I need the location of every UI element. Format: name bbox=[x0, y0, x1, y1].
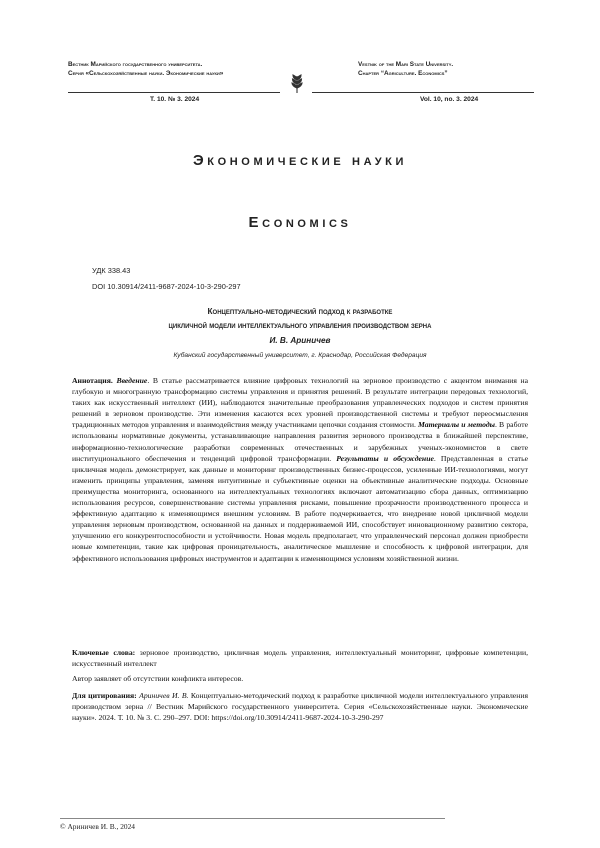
abstract-label: Аннотация. bbox=[72, 376, 113, 385]
header-rule-right bbox=[312, 92, 534, 93]
conflict-statement: Автор заявляет об отсутствии конфликта интересов. bbox=[72, 673, 528, 684]
abstract-methods-label: Материалы и методы bbox=[418, 420, 495, 429]
article-title bbox=[70, 305, 530, 333]
citation bbox=[72, 690, 528, 723]
abstract-results-label: Результаты и обсуждение bbox=[336, 454, 434, 463]
issue-number-en: Vol. 10, no. 3. 2024 bbox=[420, 96, 478, 103]
abstract-results-text: . Представленная в статье цикличная модель демонстрирует, как данные и мониторинг производственных бизнес-процессов, усиленные ИИ-технологиями, могут изменить принципы управления, заменяя интуитивные и субъективные оценки на объективные аналитические подходы. Основные преимущества мониторинга, основанного на интеллектуальных технологиях включают автоматизацию сбора данных, оптимизацию использования ресурсов, совершенствование системы управления рисками, повышение прозрачности производственного процесса и эффективную адаптацию к изменяющимся внешним условиям. В работе подчеркивается, что внедрение новой цикличной модели управления зерновым производством, основанной на данных и поддерживаемой ИИ, способствует инновационному развитию сектора, улучшению его конкурентоспособности и устойчивости. Новая модель предполагает, что управленческий персонал должен приобрести новые компетенции, такие как цифровая проницательность, аналитическое мышление и способность к цифровой интеграции, для эффективного использования цифровых инструментов и адаптации к изменяющимся условиям хозяйственной жизни. bbox=[72, 454, 528, 563]
citation-text: Концептуально-методический подход к разработке цикличной модели интеллектуального управления производством зерна // Вестник Марийского государственного университета. Серия «Сельскохозяйственные науки. Экономические науки». 2024. Т. 10. № 3. С. 290–297. DOI: https://doi.org/10.30914/2411-9687-2024-10-3-290-297 bbox=[72, 691, 528, 722]
author-affiliation: Кубанский государственный университет, г. Краснодар, Российская Федерация bbox=[0, 352, 600, 359]
abstract-methods-text: . В работе использованы нормативные документы, устанавливающие направления развития зернового производства в ближайшей перспективе, информационно-технологические разработки современных отечественных и зарубежных ученых-экономистов в свете институционального обеспечения и тенденций цифровой трансформации. bbox=[72, 420, 528, 462]
journal-name-en: Vestnik of the Mari State University. bbox=[358, 60, 548, 69]
header-rule-left bbox=[68, 92, 280, 93]
journal-header-en bbox=[358, 60, 548, 78]
keywords-text: зерновое производство, цикличная модель управления, интеллектуальный мониторинг, цифровые компетенции, искусственный интеллект bbox=[72, 648, 528, 668]
doi: DOI 10.30914/2411-9687-2024-10-3-290-297 bbox=[92, 282, 241, 291]
citation-author: Ариничев И. В. bbox=[137, 691, 189, 700]
section-title-ru: Экономические науки bbox=[0, 152, 600, 169]
footnote-rule bbox=[60, 818, 445, 819]
udk-code: УДК 338.43 bbox=[92, 266, 130, 275]
citation-label: Для цитирования: bbox=[72, 691, 137, 700]
section-title-en: Economics bbox=[0, 214, 600, 231]
wheat-logo-icon bbox=[286, 72, 308, 94]
journal-name-ru: Вестник Марийского государственного университета. bbox=[68, 60, 283, 69]
keywords-label: Ключевые слова: bbox=[72, 648, 135, 657]
keywords bbox=[72, 647, 528, 669]
copyright: © Ариничев И. В., 2024 bbox=[60, 822, 135, 831]
journal-header-ru bbox=[68, 60, 283, 78]
article-title-line-1: Концептуально-методический подход к разработке bbox=[70, 305, 530, 319]
abstract bbox=[72, 375, 528, 564]
issue-number-ru: Т. 10. № 3. 2024 bbox=[150, 96, 199, 103]
article-title-line-2: цикличной модели интеллектуального управления производством зерна bbox=[70, 319, 530, 333]
author-name: И. В. Ариничев bbox=[0, 336, 600, 345]
abstract-intro-label: Введение bbox=[116, 376, 147, 385]
journal-series-en: Chapter “Agriculture. Economics” bbox=[358, 69, 548, 78]
journal-series-ru: Серия «Сельскохозяйственные науки. Экономические науки» bbox=[68, 69, 283, 78]
abstract-intro-text: . В статье рассматривается влияние цифровых технологий на зерновое производство с акцентом внимания на глубокую и многогранную трансформацию системы управления и принятия решений. В результате интеграции передовых технологий, таких как искусственный интеллект (ИИ), наблюдаются значительные преобразования управленческих подходов и систем принятия решений в зерновом производстве. Эти изменения касаются всех уровней производственной системы и требуют переосмысления традиционных методов управления и взаимодействия между участниками цепочки создания стоимости. bbox=[72, 376, 528, 429]
